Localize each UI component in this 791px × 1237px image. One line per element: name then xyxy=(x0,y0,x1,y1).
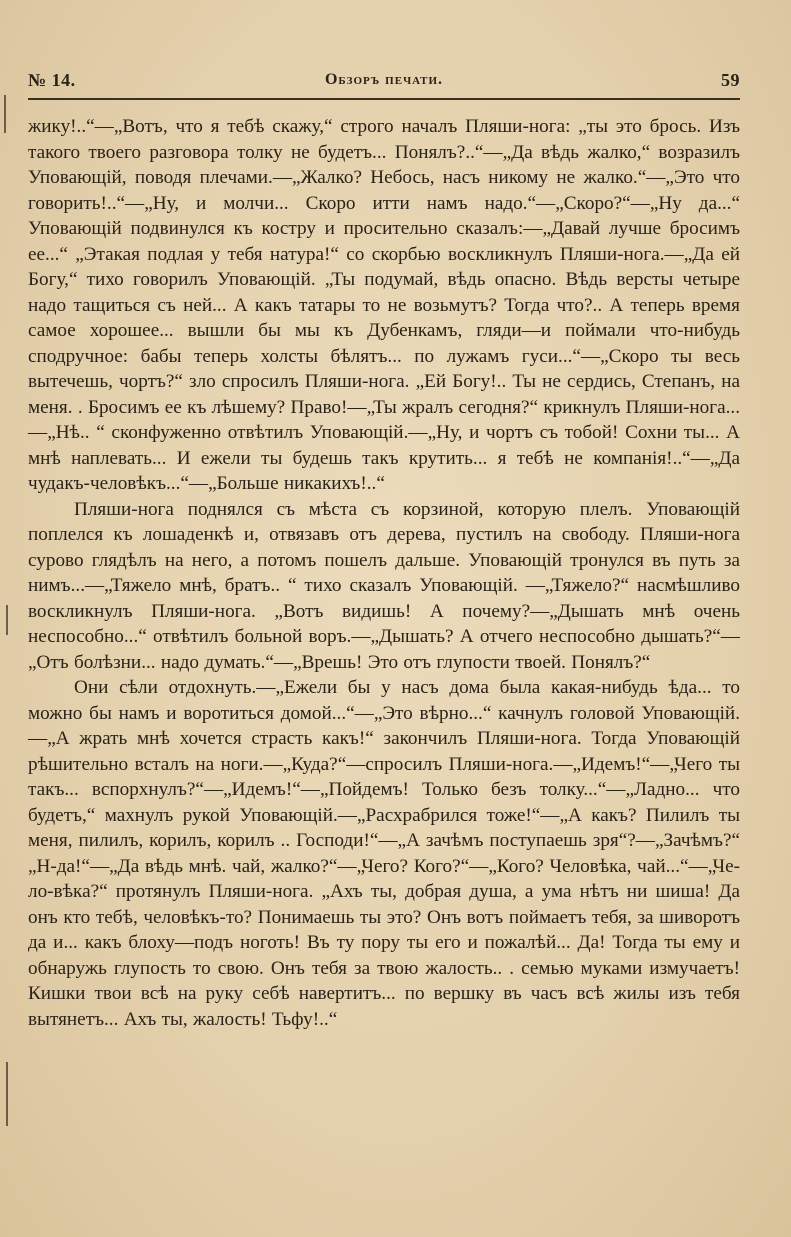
margin-mark-middle xyxy=(6,605,8,635)
margin-mark-top xyxy=(4,95,6,133)
page-number: 59 xyxy=(721,70,740,90)
margin-mark-bottom xyxy=(6,1062,8,1126)
section-title: Обзоръ печати. xyxy=(324,71,444,88)
issue-number: № 14. xyxy=(28,70,76,90)
article-text xyxy=(28,114,740,1032)
header-rule xyxy=(28,98,740,100)
page-header xyxy=(28,68,740,92)
paragraph-1: жику!..“—„Вотъ, что я тебѣ скажу,“ строго началъ Пляши-нога: „ты это брось. Изъ такого твоего разговора толку не будетъ... Понялъ?..“—„Да вѣдь жалко,“ возразилъ Уповающій, поводя плечами.—„Жалко? Небось, насъ никому не жалко.“—„Это что говорить!..“—„Ну, и молчи... Скоро итти намъ надо.“—„Скоро?“—„Ну да...“ Уповающій подвинулся къ костру и просительно сказалъ:—„Давай лучше бросимъ ее...“ „Этакая подлая у тебя натура!“ со скорбью воскликнулъ Пляши-нога.—„Да ей Богу,“ тихо говорилъ Уповающій. „Ты подумай, вѣдь опасно. Вѣдь версты четыре надо тащиться съ ней... А какъ татары то не возьмутъ? Тогда что?.. А теперь время самое хорошее... вышли бы мы къ Дубенкамъ, гляди—и поймали что-нибудь сподручное: бабы теперь холсты бѣлятъ... по лужамъ гуси...“—„Скоро ты весь вытечешь, чортъ?“ зло спросилъ Пляши-нога. „Ей Богу!.. Ты не сердись, Степанъ, на меня. . Бросимъ ее къ лѣшему? Право!—„Ты жралъ сегодня?“ крикнулъ Пляши-нога...—„Нѣ.. “ сконфуженно отвѣтилъ Уповающій.—„Ну, и чортъ съ тобой! Сохни ты... А мнѣ наплевать... И ежели ты будешь такъ крутить... я тебѣ не компанія!..“—„Да чудакъ-человѣкъ...“—„Больше никакихъ!..“ xyxy=(28,116,740,494)
paragraph-3: Они сѣли отдохнуть.—„Ежели бы у насъ дома была какая-нибудь ѣда... то можно бы намъ и воротиться домой...“—„Это вѣрно...“ качнулъ головой Уповающій.—„А жрать мнѣ хочется страсть какъ!“ закончилъ Пляши-нога. Тогда Уповающій рѣшительно всталъ на ноги.—„Куда?“—спросилъ Пляши-нога.—„Идемъ!“—„Чего ты такъ... вспорхнулъ?“—„Идемъ!“—„Пойдемъ! Только безъ толку...“—„Ладно... что будетъ,“ махнулъ рукой Уповающій.—„Расхрабрился тоже!“—„А какъ? Пилилъ ты меня, пилилъ, корилъ, корилъ .. Господи!“—„А зачѣмъ поступаешь зря“?—„Зачѣмъ?“ „Н-да!“—„Да вѣдь мнѣ. чай, жалко?“—„Чего? Кого?“—„Кого? Человѣка, чай...“—„Че-ло-вѣка?“ протянулъ Пляши-нога. „Ахъ ты, добрая душа, а ума нѣтъ ни шиша! Да онъ кто тебѣ, человѣкъ-то? Понимаешь ты это? Онъ вотъ поймаетъ тебя, за шиворотъ да и... какъ блоху—подъ ноготь! Въ ту пору ты его и пожалѣй... Да! Тогда ты ему и обнаружь глупость то свою. Онъ тебя за твою жалость.. . семью муками измучаетъ! Кишки твои всѣ на руку себѣ навертитъ... по вершку въ часъ всѣ жилы изъ тебя вытянетъ... Ахъ ты, жалость! Тьфу!..“ xyxy=(28,677,740,1030)
paragraph-2: Пляши-нога поднялся съ мѣста съ корзиной, которую плелъ. Уповающій поплелся къ лошаденкѣ и, отвязавъ отъ дерева, пустилъ на свободу. Пляши-нога сурово глядѣлъ на него, а потомъ пошелъ дальше. Уповающій тронулся въ путь за нимъ...—„Тяжело мнѣ, братъ.. “ тихо сказалъ Уповающій. —„Тяжело?“ насмѣшливо воскликнулъ Пляши-нога. „Вотъ видишь! А почему?—„Дышать мнѣ очень неспособно...“ отвѣтилъ больной воръ.—„Дышать? А отчего неспособно дышать?“—„Отъ болѣзни... надо думать.“—„Врешь! Это отъ глупости твоей. Понялъ?“ xyxy=(28,498,740,673)
